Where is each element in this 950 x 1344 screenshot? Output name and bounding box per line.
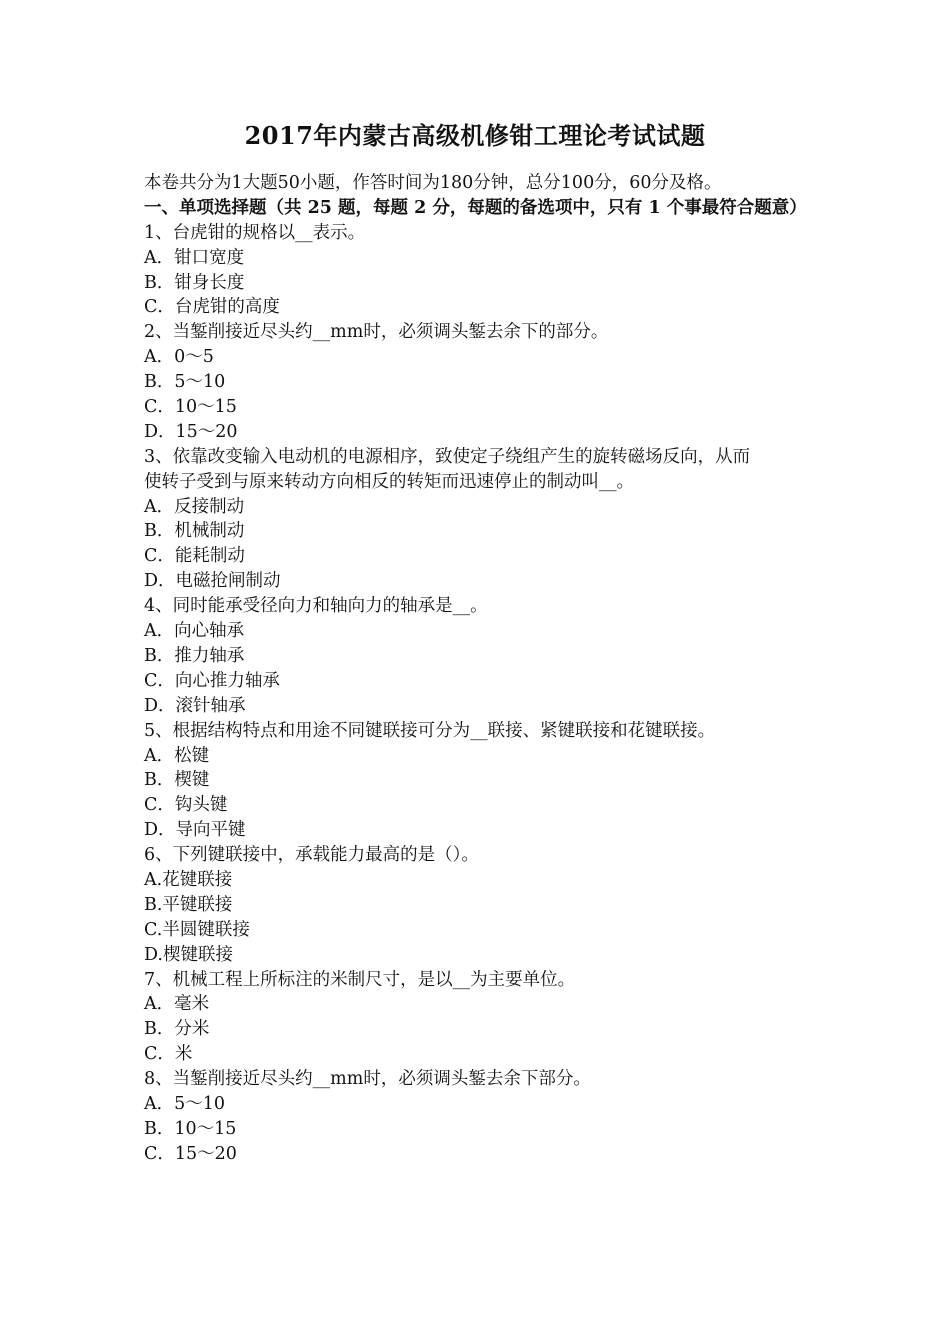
answer-option: A．毫米 — [144, 994, 210, 1015]
answer-option: A．向心轴承 — [144, 621, 245, 642]
document-body — [144, 171, 812, 1167]
answer-option: D．电磁抢闸制动 — [144, 571, 281, 592]
answer-option: C．能耗制动 — [144, 546, 245, 567]
answer-option: A．0～5 — [144, 347, 214, 368]
section-heading: 一、单项选择题（共 25 题，每题 2 分，每题的备选项中，只有 1 个事最符合题意） — [144, 197, 807, 218]
question-stem-continued: 使转子受到与原来转动方向相反的转矩而迅速停止的制动叫__。 — [144, 471, 634, 492]
answer-option: D．15～20 — [144, 421, 238, 442]
answer-option: B．机械制动 — [144, 521, 245, 542]
question-stem: 2、当錾削接近尽头约__mm时，必须调头錾去余下的部分。 — [144, 322, 609, 343]
answer-option: C．米 — [144, 1044, 193, 1065]
answer-option: D．导向平键 — [144, 820, 246, 841]
question-stem: 6、下列键联接中，承载能力最高的是（）。 — [144, 845, 479, 866]
question-stem: 7、机械工程上所标注的米制尺寸，是以__为主要单位。 — [144, 969, 576, 990]
answer-option: A．反接制动 — [144, 496, 245, 517]
question-stem: 3、依靠改变输入电动机的电源相序，致使定子绕组产生的旋转磁场反向，从而 — [144, 446, 751, 467]
document-title: 2017年内蒙古高级机修钳工理论考试试题 — [244, 121, 706, 150]
intro-text: 本卷共分为1大题50小题，作答时间为180分钟，总分100分，60分及格。 — [144, 173, 722, 193]
answer-option: C．钩头键 — [144, 795, 228, 816]
answer-option: B．推力轴承 — [144, 645, 245, 666]
question-stem: 5、根据结构特点和用途不同键联接可分为__联接、紧键联接和花键联接。 — [144, 720, 716, 741]
answer-option: A．钳口宽度 — [144, 247, 245, 268]
answer-option: C．向心推力轴承 — [144, 670, 280, 691]
answer-option: C.半圆键联接 — [144, 919, 250, 940]
answer-option: B．楔键 — [144, 770, 210, 791]
answer-option: D.楔键联接 — [144, 944, 233, 965]
question-stem: 8、当錾削接近尽头约__mm时，必须调头錾去余下部分。 — [144, 1069, 591, 1090]
answer-option: C．10～15 — [144, 397, 237, 418]
question-stem: 1、台虎钳的规格以__表示。 — [144, 222, 366, 243]
answer-option: B．5～10 — [144, 372, 226, 393]
question-list — [144, 221, 812, 1167]
answer-option: B.平键联接 — [144, 894, 233, 915]
answer-option: B．10～15 — [144, 1118, 237, 1139]
answer-option: A.花键联接 — [144, 869, 233, 890]
question-stem: 4、同时能承受径向力和轴向力的轴承是__。 — [144, 596, 488, 617]
answer-option: B．钳身长度 — [144, 272, 245, 293]
answer-option: D．滚针轴承 — [144, 695, 246, 716]
answer-option: C．15～20 — [144, 1143, 237, 1164]
answer-option: B．分米 — [144, 1019, 210, 1040]
answer-option: A．松键 — [144, 745, 210, 766]
answer-option: A．5～10 — [144, 1093, 226, 1114]
answer-option: C．台虎钳的高度 — [144, 297, 280, 318]
